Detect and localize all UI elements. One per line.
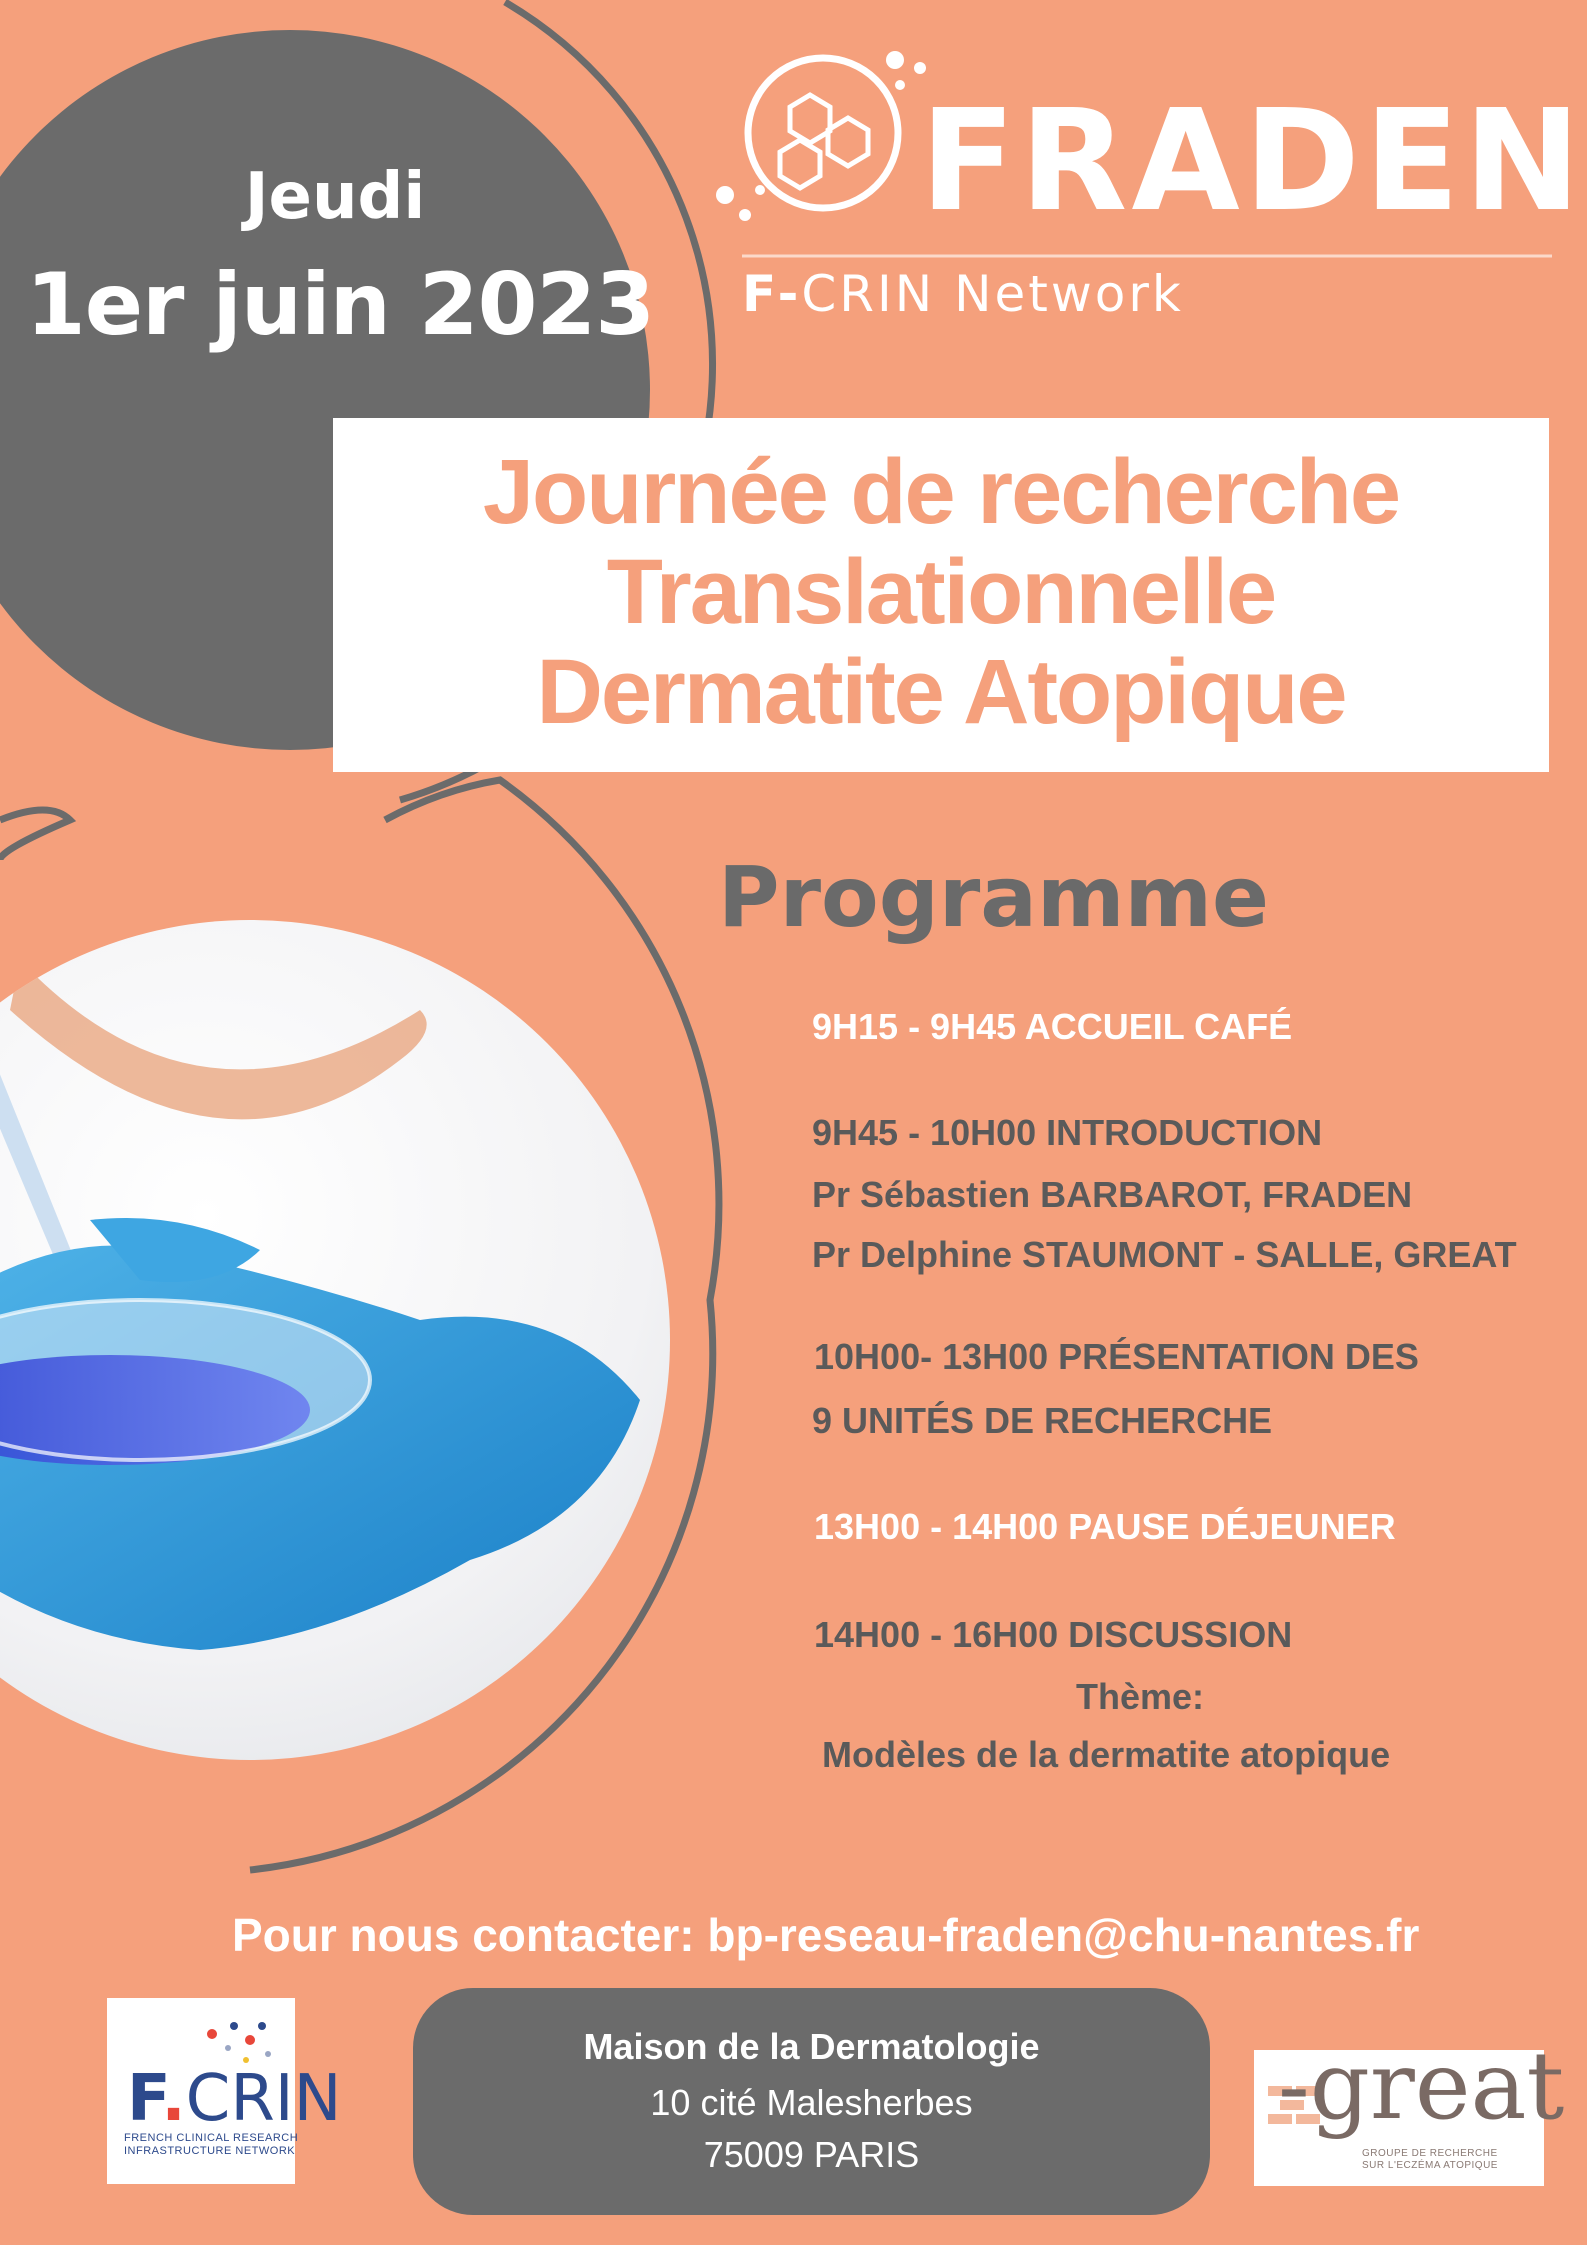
fcrin-sub-line-2: INFRASTRUCTURE NETWORK bbox=[124, 2145, 296, 2158]
fcrin-dot: . bbox=[161, 2062, 186, 2136]
title-line-2: Translationnelle bbox=[606, 541, 1276, 643]
fcrin-rest: CRIN bbox=[185, 2062, 342, 2136]
fraden-logo-text: FRADEN bbox=[920, 80, 1585, 243]
event-date: 1er juin 2023 bbox=[25, 255, 655, 355]
great-sub-line-2: SUR L'ECZÉMA ATOPIQUE bbox=[1362, 2160, 1498, 2171]
lab-photo bbox=[0, 900, 700, 1800]
programme-heading: Programme bbox=[718, 848, 1269, 946]
fcrin-logo-subtitle bbox=[124, 2132, 298, 2158]
fcrin-f: F bbox=[127, 2062, 162, 2136]
fcrin-logo-text bbox=[127, 2062, 342, 2136]
venue-box bbox=[413, 1988, 1210, 2215]
programme-item: Pr Delphine STAUMONT - SALLE, GREAT bbox=[812, 1234, 1517, 1275]
contact-email: Pour nous contacter: bp-reseau-fraden@chu-nantes.fr bbox=[232, 1909, 1420, 1961]
venue-name: Maison de la Dermatologie bbox=[583, 2026, 1040, 2067]
programme-item: Pr Sébastien BARBAROT, FRADEN bbox=[812, 1174, 1413, 1215]
programme-item: Thème: bbox=[1076, 1676, 1205, 1717]
programme-item: 9H45 - 10H00 INTRODUCTION bbox=[812, 1112, 1323, 1153]
title-line-1: Journée de recherche bbox=[482, 441, 1400, 543]
logo-sub-rest: CRIN Network bbox=[801, 265, 1184, 323]
programme-item: 13H00 - 14H00 PAUSE DÉJEUNER bbox=[814, 1506, 1396, 1547]
great-logo-text: -great bbox=[1278, 2032, 1565, 2141]
title-line-3: Dermatite Atopique bbox=[536, 641, 1346, 743]
venue-street: 10 cité Malesherbes bbox=[650, 2082, 973, 2123]
programme-item: 14H00 - 16H00 DISCUSSION bbox=[814, 1614, 1293, 1655]
fcrin-sub-line-1: FRENCH CLINICAL RESEARCH bbox=[124, 2132, 299, 2144]
venue-city: 75009 PARIS bbox=[703, 2134, 920, 2175]
great-logo-subtitle bbox=[1362, 2148, 1498, 2172]
great-sub-line-1: GROUPE DE RECHERCHE bbox=[1362, 2148, 1498, 2159]
programme-item: 10H00- 13H00 PRÉSENTATION DES bbox=[814, 1336, 1419, 1377]
fraden-logo-subtitle bbox=[742, 265, 1184, 323]
fraden-emblem bbox=[716, 51, 926, 221]
programme-item: 9H15 - 9H45 ACCUEIL CAFÉ bbox=[812, 1006, 1293, 1047]
programme-item: Modèles de la dermatite atopique bbox=[822, 1734, 1391, 1775]
event-day: Jeudi bbox=[244, 160, 426, 234]
programme-item: 9 UNITÉS DE RECHERCHE bbox=[812, 1400, 1273, 1441]
event-title-box bbox=[333, 418, 1549, 772]
logo-sub-prefix: F- bbox=[742, 265, 802, 323]
